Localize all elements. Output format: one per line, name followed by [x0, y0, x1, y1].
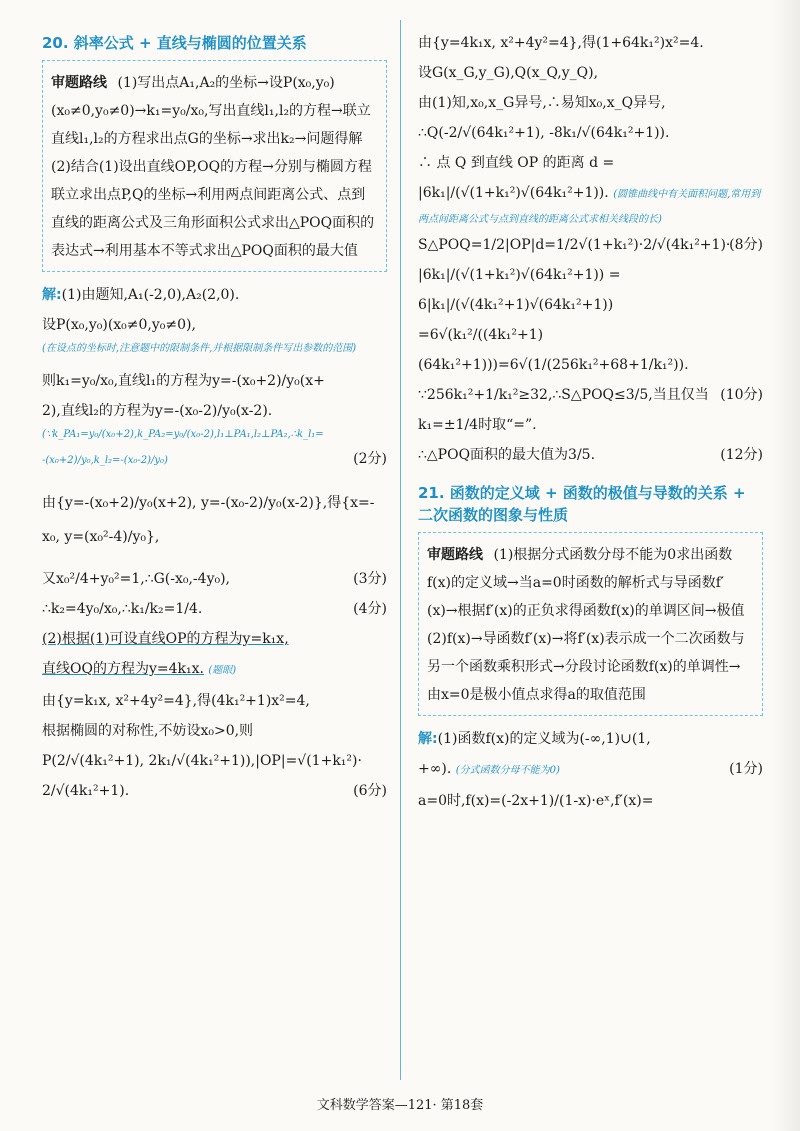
route-step-1: (1)根据分式函数分母不能为0求出函数f(x)的定义域→当a=0时函数的解析式与导函数f′(x)→根据f′(x)的正负求得函数f(x)的单调区间→极值: [427, 547, 745, 619]
solution-line: P(2/√(4k₁²+1), 2k₁/√(4k₁²+1)),|OP|=√(1+k₁²)·: [42, 753, 362, 769]
text: ∴△POQ面积的最大值为3/5.: [418, 447, 596, 463]
solution-line: ∴ 点 Q 到直线 OP 的距离 d =: [418, 155, 615, 171]
solve-label: 解:: [42, 287, 62, 303]
text: 直线OQ的方程为y=4k₁x.: [42, 661, 204, 677]
text: 又x₀²/4+y₀²=1,∴G(-x₀,-4y₀),: [42, 571, 231, 587]
text: 二次函数的图象与性质: [418, 506, 569, 524]
solution-line: 由(1)知,x₀,x_G异号,∴易知x₀,x_Q异号,: [418, 95, 666, 111]
solution-line: ∵256k₁²+1/k₁²≥32,∴S△POQ≤3/5,当且仅当: [418, 387, 709, 403]
solution-line: ∴Q(-2/√(64k₁²+1), -8k₁/√(64k₁²+1)).: [418, 125, 670, 141]
route-label: 审题路线: [427, 547, 483, 563]
solution-line: k₁=±1/4时取“=”.: [418, 417, 537, 433]
solution-line: 根据椭圆的对称性,不妨设x₀>0,则: [42, 723, 254, 739]
solution-line: [42, 624, 387, 654]
solution-line: [418, 440, 763, 470]
solution-line: [42, 594, 387, 624]
solution-line: [418, 754, 763, 786]
route-step-2: (2)结合(1)设出直线OP,OQ的方程→分别与椭圆方程联立求出点P,Q的坐标→利用两点间距离公式、点到直线的距离公式及三角形面积公式求出△POQ面积的表达式→利用基本不等式求出△POQ面积的最大值: [51, 159, 375, 259]
score: (4分): [353, 601, 387, 617]
solution-line: 由{y=-(x₀+2)/y₀(x+2), y=-(x₀-2)/y₀(x-2)},得{x=-x₀, y=(x₀²-4)/y₀},: [42, 495, 375, 545]
solution-line: S△POQ=1/2|OP|d=1/2√(1+k₁²)·2/√(4k₁²+1)·: [418, 237, 731, 253]
solution-line: [42, 444, 387, 476]
q20-route-box: [42, 60, 387, 272]
solution-line: 设G(x_G,y_G),Q(x_Q,y_Q),: [418, 65, 599, 81]
text: (1)由题知,A₁(-2,0),A₂(2,0).: [61, 287, 240, 303]
solution-line: [42, 654, 387, 686]
text: (1)函数f(x)的定义域为(-∞,1)∪(1,: [437, 731, 651, 747]
score: (2分): [353, 451, 387, 467]
text: |6k₁|/(√(1+k₁²)√(64k₁²+1)).: [418, 185, 609, 201]
q20-title: 20. 斜率公式 + 直线与椭圆的位置关系: [42, 34, 307, 52]
solution-line: [42, 776, 387, 806]
margin-note: (在设点的坐标时,注意题中的限制条件,并根据限制条件写出参数的范围): [42, 343, 357, 354]
margin-note: (∵k_PA₁=y₀/(x₀+2),k_PA₂=y₀/(x₀-2),l₁⊥PA₁,l₂⊥PA₂,∴k_l₁=: [42, 429, 324, 440]
column-divider: [400, 20, 401, 1080]
solution-line: a=0时,f(x)=(-2x+1)/(1-x)·eˣ,f′(x)=: [418, 793, 654, 809]
text: +∞).: [418, 761, 452, 777]
text: ∴k₂=4y₀/x₀,∴k₁/k₂=1/4.: [42, 601, 203, 617]
solution-line: 设P(x₀,y₀)(x₀≠0,y₀≠0),: [42, 317, 196, 333]
solution-line: 则k₁=y₀/x₀,直线l₁的方程为y=-(x₀+2)/y₀(x+: [42, 373, 325, 389]
left-column: [42, 28, 387, 806]
score: (10分): [720, 387, 763, 403]
page-edge-shadow: [772, 0, 800, 1131]
solution-line: =6√(k₁²/((4k₁²+1)(64k₁²+1)))=6√(1/(256k₁²+68+1/k₁²)).: [418, 327, 689, 373]
score: (6分): [353, 783, 387, 799]
margin-note: (圆锥曲线中有关面积问题,常用到: [613, 189, 761, 200]
score: (1分): [729, 761, 763, 777]
text: (2)根据(1)可设直线OP的方程为y=k₁x,: [42, 631, 289, 647]
score: (8分): [729, 237, 763, 253]
q21-title: [418, 482, 763, 526]
margin-note: -(x₀+2)/y₀,k_l₂=-(x₀-2)/y₀): [42, 455, 168, 466]
text: 2/√(4k₁²+1).: [42, 783, 130, 799]
score: (3分): [353, 571, 387, 587]
page-footer: 文科数学答案—121· 第18套: [316, 1098, 484, 1113]
q21-route-box: [418, 532, 763, 716]
solution-line: 由{y=k₁x, x²+4y²=4},得(4k₁²+1)x²=4,: [42, 693, 310, 709]
solution-line: [418, 178, 763, 210]
margin-note: (题眼): [208, 665, 237, 676]
solution-line: 由{y=4k₁x, x²+4y²=4},得(1+64k₁²)x²=4.: [418, 35, 704, 51]
solution-line: |6k₁|/(√(1+k₁²)√(64k₁²+1)) = 6|k₁|/(√(4k₁²+1)√(64k₁²+1)): [418, 267, 621, 313]
right-column: [418, 28, 763, 816]
solution-line: 2),直线l₂的方程为y=-(x₀-2)/y₀(x-2).: [42, 403, 273, 419]
margin-note: (分式函数分母不能为0): [455, 765, 560, 776]
margin-note: 两点间距离公式与点到直线的距离公式求相关线段的长): [418, 214, 662, 225]
route-label: 审题路线: [51, 75, 107, 91]
solution-line: [42, 564, 387, 594]
solution-line: [42, 280, 387, 310]
solve-label: 解:: [418, 731, 438, 747]
route-step-2: (2)f(x)→导函数f′(x)→将f′(x)表示成一个二次函数与另一个函数乘积形式→分段讨论函数f(x)的单调性→由x=0是极小值点求得a的取值范围: [427, 631, 745, 703]
score: (12分): [720, 447, 763, 463]
route-step-1: (1)写出点A₁,A₂的坐标→设P(x₀,y₀)(x₀≠0,y₀≠0)→k₁=y₀/x₀,写出直线l₁,l₂的方程→联立直线l₁,l₂的方程求出点G的坐标→求出k₂→问题得解: [51, 75, 371, 147]
solution-line: [418, 724, 763, 754]
text: 21. 函数的定义域 + 函数的极值与导数的关系 +: [418, 484, 746, 502]
